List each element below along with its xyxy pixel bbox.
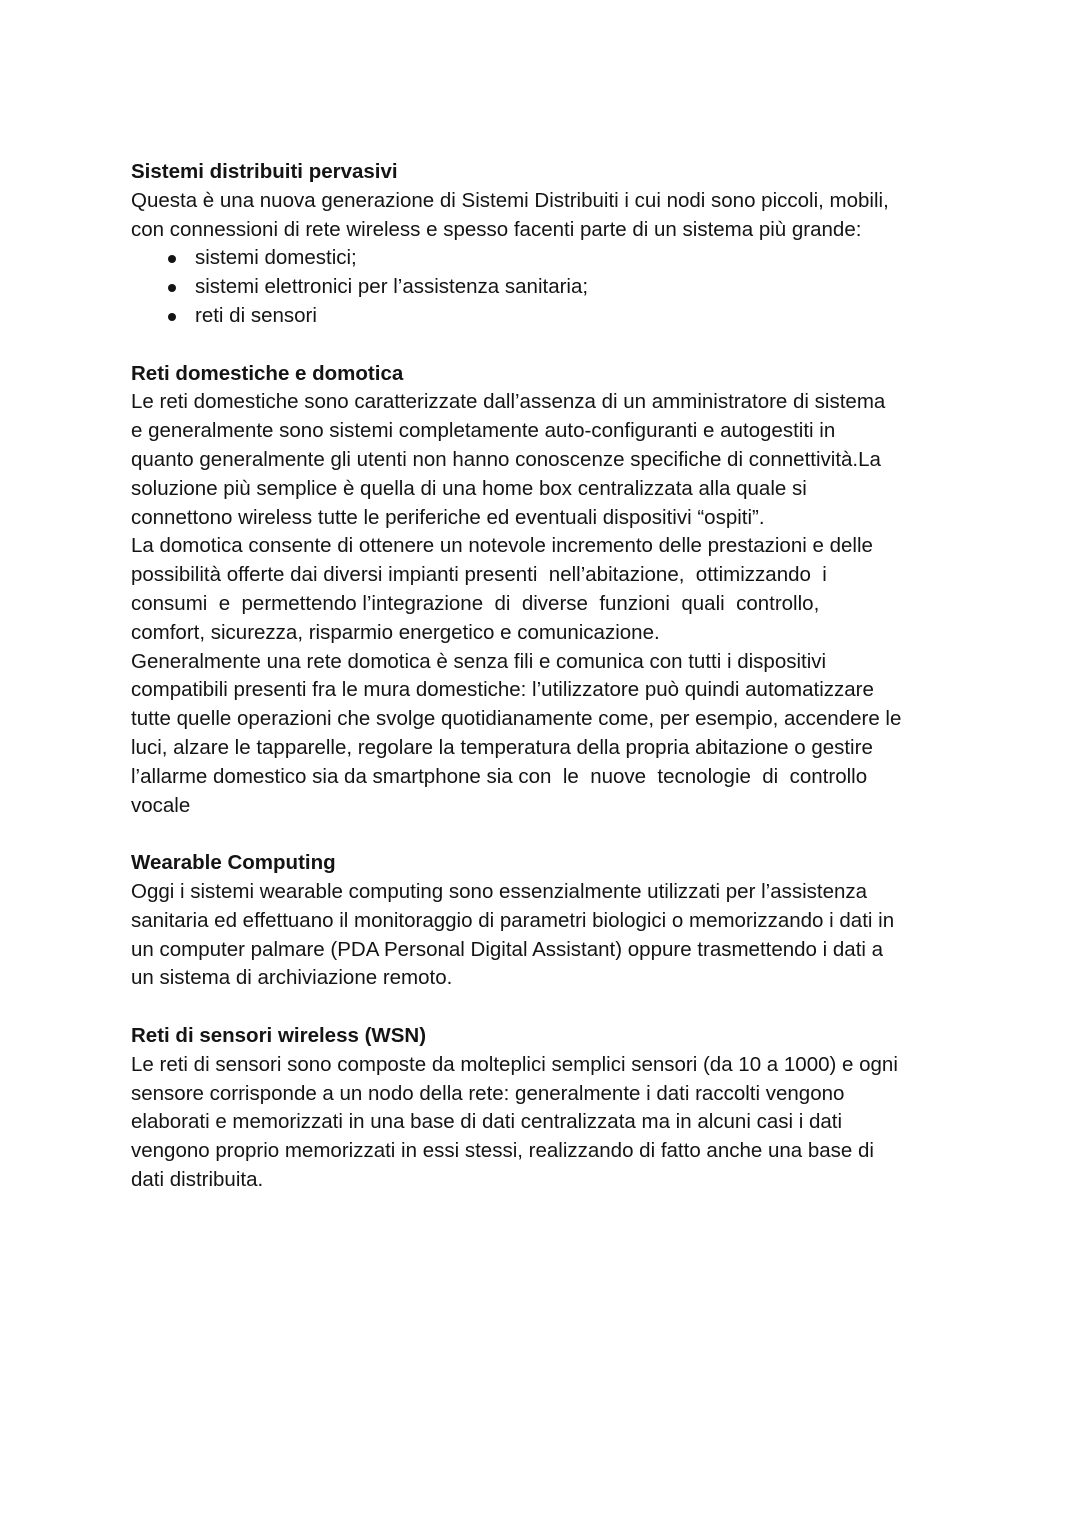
paragraph-line: vengono proprio memorizzati in essi stessi, realizzando di fatto anche una base di [131,1139,874,1163]
paragraph-line: un sistema di archiviazione remoto. [131,966,453,990]
paragraph-line: compatibili presenti fra le mura domestiche: l’utilizzatore può quindi automatizzare [131,678,874,702]
paragraph-line: luci, alzare le tapparelle, regolare la temperatura della propria abitazione o gestire [131,735,873,759]
paragraph-line: vocale [131,793,191,817]
paragraph-line: possibilità offerte dai diversi impianti presenti nell’abitazione, ottimizzando i [131,563,827,587]
paragraph-line: quanto generalmente gli utenti non hanno conoscenze specifiche di connettività.La [131,447,881,471]
section-heading: Sistemi distribuiti pervasivi [131,160,398,183]
paragraph-line: Oggi i sistemi wearable computing sono essenzialmente utilizzati per l’assistenza [131,879,868,903]
paragraph-line: soluzione più semplice è quella di una home box centralizzata alla quale si [131,476,807,500]
bullet-list [131,244,991,330]
bullet-text: reti di sensori [195,303,317,327]
paragraph-line: sensore corrisponde a un nodo della rete: generalmente i dati raccolti vengono [131,1081,845,1105]
bullet-dot-icon [168,313,176,321]
paragraph-line: connettono wireless tutte le periferiche ed eventuali dispositivi “ospiti”. [131,505,765,529]
paragraph-line: Questa è una nuova generazione di Sistemi Distribuiti i cui nodi sono piccoli, mobili, [131,188,889,212]
bullet-dot-icon [168,284,176,292]
paragraph-line: sanitaria ed effettuano il monitoraggio di parametri biologici o memorizzando i dati in [131,908,895,932]
section-reti-di-sensori-wireless [131,1022,991,1195]
paragraph-line: elaborati e memorizzati in una base di dati centralizzata ma in alcuni casi i dati [131,1110,843,1134]
paragraph-line: l’allarme domestico sia da smartphone sia con le nuove tecnologie di controllo [131,764,868,788]
bullet-item [131,302,991,331]
paragraph-line: un computer palmare (PDA Personal Digital Assistant) oppure trasmettendo i dati a [131,937,884,961]
paragraph-line: La domotica consente di ottenere un notevole incremento delle prestazioni e delle [131,534,873,558]
paragraph-line: Le reti domestiche sono caratterizzate dall’assenza di un amministratore di sistema [131,390,886,414]
paragraph-line: con connessioni di rete wireless e spesso facenti parte di un sistema più grande: [131,217,862,241]
section-wearable-computing [131,849,991,993]
paragraph-line: dati distribuita. [131,1167,264,1191]
section-reti-domestiche-e-domotica [131,360,991,821]
bullet-text: sistemi elettronici per l’assistenza sanitaria; [195,275,589,299]
document-page [131,158,991,1223]
bullet-item [131,244,991,273]
paragraph-line: tutte quelle operazioni che svolge quotidianamente come, per esempio, accendere le [131,707,902,731]
bullet-text: sistemi domestici; [195,246,357,270]
section-heading: Wearable Computing [131,851,336,875]
section-heading: Reti di sensori wireless (WSN) [131,1023,427,1047]
bullet-item [131,273,991,302]
section-heading: Reti domestiche e domotica [131,361,404,385]
paragraph-line: Generalmente una rete domotica è senza fili e comunica con tutti i dispositivi [131,649,827,673]
paragraph-line: e generalmente sono sistemi completamente auto-configuranti e autogestiti in [131,419,836,443]
paragraph-line: Le reti di sensori sono composte da molteplici semplici sensori (da 10 a 1000) e ogni [131,1052,898,1076]
paragraph-line: comfort, sicurezza, risparmio energetico e comunicazione. [131,620,660,644]
bullet-dot-icon [168,255,176,263]
section-sistemi-distribuiti-pervasivi [131,158,991,331]
paragraph-line: consumi e permettendo l’integrazione di diverse funzioni quali controllo, [131,591,820,615]
